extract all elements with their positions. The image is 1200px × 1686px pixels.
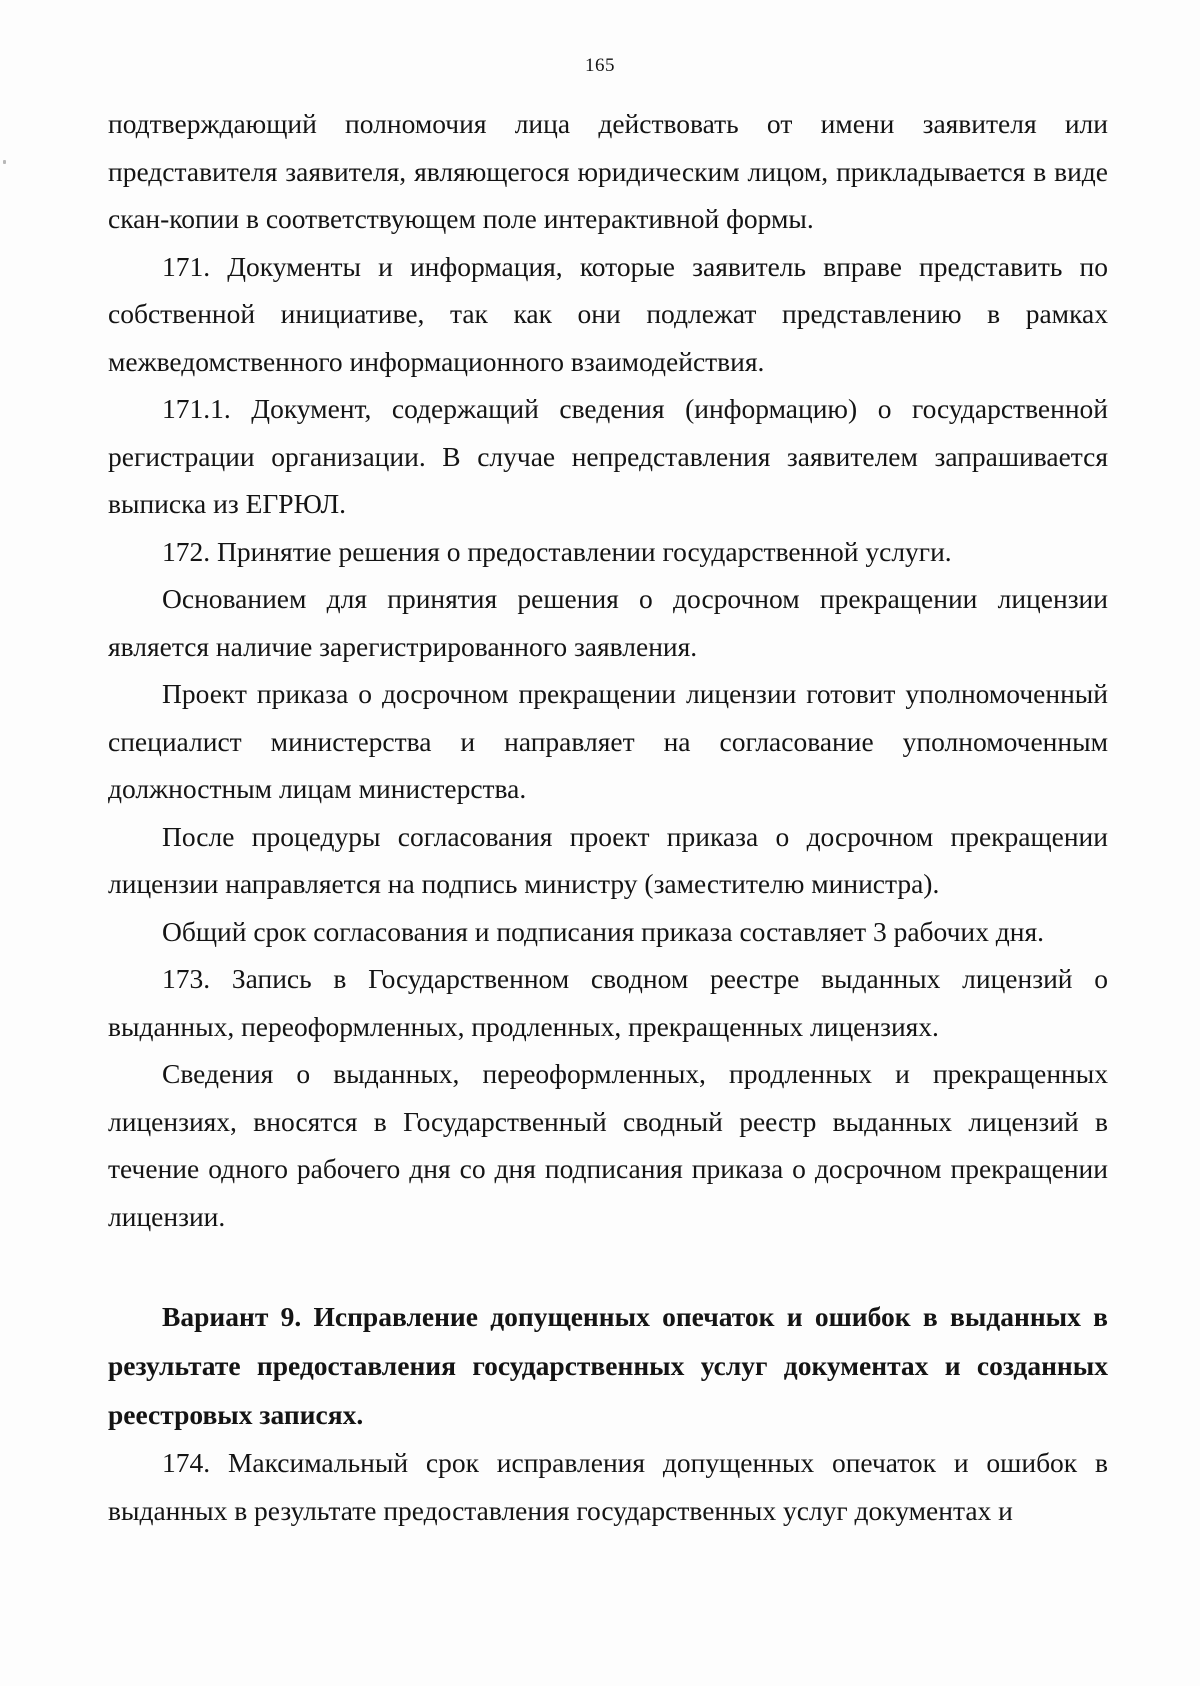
paragraph: подтверждающий полномочия лица действовать от имени заявителя или представителя заявителя, являющегося юридическим лицом, прикладывается в виде скан-копии в соответствующем поле интерактивной формы. xyxy=(108,108,1108,234)
paragraph: Сведения о выданных, переоформленных, продленных и прекращенных лицензиях, вносятся в Государственный сводный реестр выданных лицензий в течение одного рабочего дня со дня подписания приказа о досрочном прекращении лицензии. xyxy=(108,1058,1108,1232)
paragraph-174: 174. Максимальный срок исправления допущенных опечаток и ошибок в выданных в результате предоставления государственных услуг документах и xyxy=(108,1447,1108,1526)
paragraph-172: 172. Принятие решения о предоставлении государственной услуги. xyxy=(162,535,952,567)
document-body xyxy=(108,100,1108,1534)
paragraph-173: 173. Запись в Государственном сводном реестре выданных лицензий о выданных, переоформленных, продленных, прекращенных лицензиях. xyxy=(108,963,1108,1042)
paragraph: Проект приказа о досрочном прекращении лицензии готовит уполномоченный специалист министерства и направляет на согласование уполномоченным должностным лицам министерства. xyxy=(108,678,1108,804)
paragraph-171-1: 171.1. Документ, содержащий сведения (информацию) о государственной регистрации организации. В случае непредставления заявителем запрашивается выписка из ЕГРЮЛ. xyxy=(108,393,1108,519)
paragraph: После процедуры согласования проект приказа о досрочном прекращении лицензии направляется на подпись министру (заместителю министра). xyxy=(108,820,1108,899)
paragraph-171: 171. Документы и информация, которые заявитель вправе представить по собственной инициативе, так как они подлежат представлению в рамках межведомственного информационного взаимодействия. xyxy=(108,250,1108,377)
scan-artifact xyxy=(3,160,6,164)
section-heading: Вариант 9. Исправление допущенных опечаток и ошибок в выданных в результате предоставления государственных услуг документах и созданных реестровых записях. xyxy=(108,1301,1108,1430)
paragraph: Основанием для принятия решения о досрочном прекращении лицензии является наличие зарегистрированного заявления. xyxy=(108,583,1108,662)
page-number: 165 xyxy=(585,55,615,76)
paragraph: Общий срок согласования и подписания приказа составляет 3 рабочих дня. xyxy=(162,915,1044,947)
